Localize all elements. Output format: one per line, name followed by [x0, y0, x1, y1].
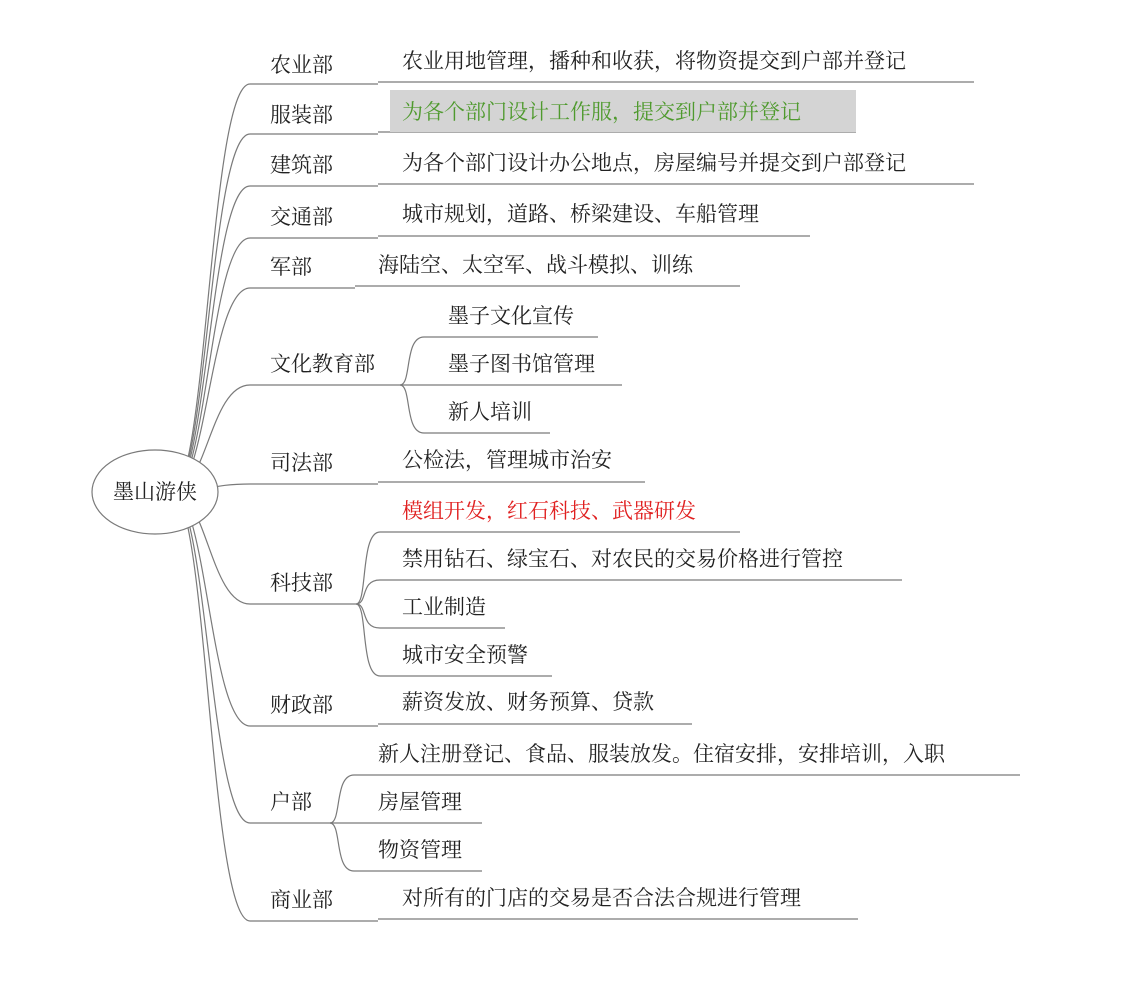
branch-2-child-1-label: 为各个部门设计工作服，提交到户部并登记 — [402, 100, 801, 124]
branch-6-label: 文化教育部 — [270, 352, 375, 376]
branch-4-child-1-label: 城市规划，道路、桥梁建设、车船管理 — [402, 202, 759, 226]
branch-8-child-4-connector — [356, 604, 380, 676]
branch-3-connector — [172, 186, 250, 492]
branch-11-label: 商业部 — [270, 888, 333, 912]
branch-7-child-1-label: 公检法，管理城市治安 — [402, 448, 612, 472]
branch-10-child-2-label: 房屋管理 — [378, 790, 462, 814]
root-label: 墨山游侠 — [113, 480, 197, 504]
branch-11-connector — [172, 492, 250, 921]
branch-8-child-1-connector — [356, 532, 380, 604]
branch-10-child-3-connector — [330, 823, 354, 871]
branch-10-child-3-label: 物资管理 — [378, 838, 462, 862]
branch-5-child-1-label: 海陆空、太空军、战斗模拟、训练 — [378, 253, 693, 277]
branch-8-child-2-label: 禁用钻石、绿宝石、对农民的交易价格进行管控 — [402, 547, 843, 571]
branch-4-label: 交通部 — [270, 205, 333, 229]
branch-5-label: 军部 — [270, 255, 312, 279]
branch-1-label: 农业部 — [270, 53, 333, 77]
branch-8-label: 科技部 — [270, 571, 333, 595]
branch-3-label: 建筑部 — [270, 153, 333, 177]
branch-6-child-3-connector — [400, 385, 424, 433]
root-node — [92, 450, 218, 534]
branch-2-connector — [172, 134, 250, 492]
branch-8-child-3-label: 工业制造 — [402, 595, 486, 619]
branch-11-child-1-label: 对所有的门店的交易是否合法合规进行管理 — [402, 886, 801, 910]
branch-3-child-1-label: 为各个部门设计办公地点，房屋编号并提交到户部登记 — [402, 151, 906, 175]
branch-2-label: 服装部 — [270, 103, 333, 127]
branch-6-child-3-label: 新人培训 — [448, 400, 532, 424]
branch-10-child-1-connector — [330, 775, 354, 823]
branch-6-child-1-connector — [400, 337, 424, 385]
branch-7-label: 司法部 — [270, 451, 333, 475]
branch-10-connector — [172, 492, 250, 823]
branch-10-child-1-label: 新人注册登记、食品、服装放发。住宿安排，安排培训，入职 — [378, 742, 945, 766]
branch-10-label: 户部 — [270, 790, 312, 814]
branch-6-child-1-label: 墨子文化宣传 — [448, 304, 574, 328]
branch-6-child-2-label: 墨子图书馆管理 — [448, 352, 595, 376]
branch-8-child-1-label: 模组开发，红石科技、武器研发 — [402, 499, 696, 523]
branch-1-child-1-label: 农业用地管理，播种和收获，将物资提交到户部并登记 — [402, 49, 906, 73]
branch-9-child-1-label: 薪资发放、财务预算、贷款 — [402, 690, 654, 714]
branch-8-child-4-label: 城市安全预警 — [402, 643, 528, 667]
branch-9-label: 财政部 — [270, 693, 333, 717]
node-layer — [270, 49, 946, 912]
